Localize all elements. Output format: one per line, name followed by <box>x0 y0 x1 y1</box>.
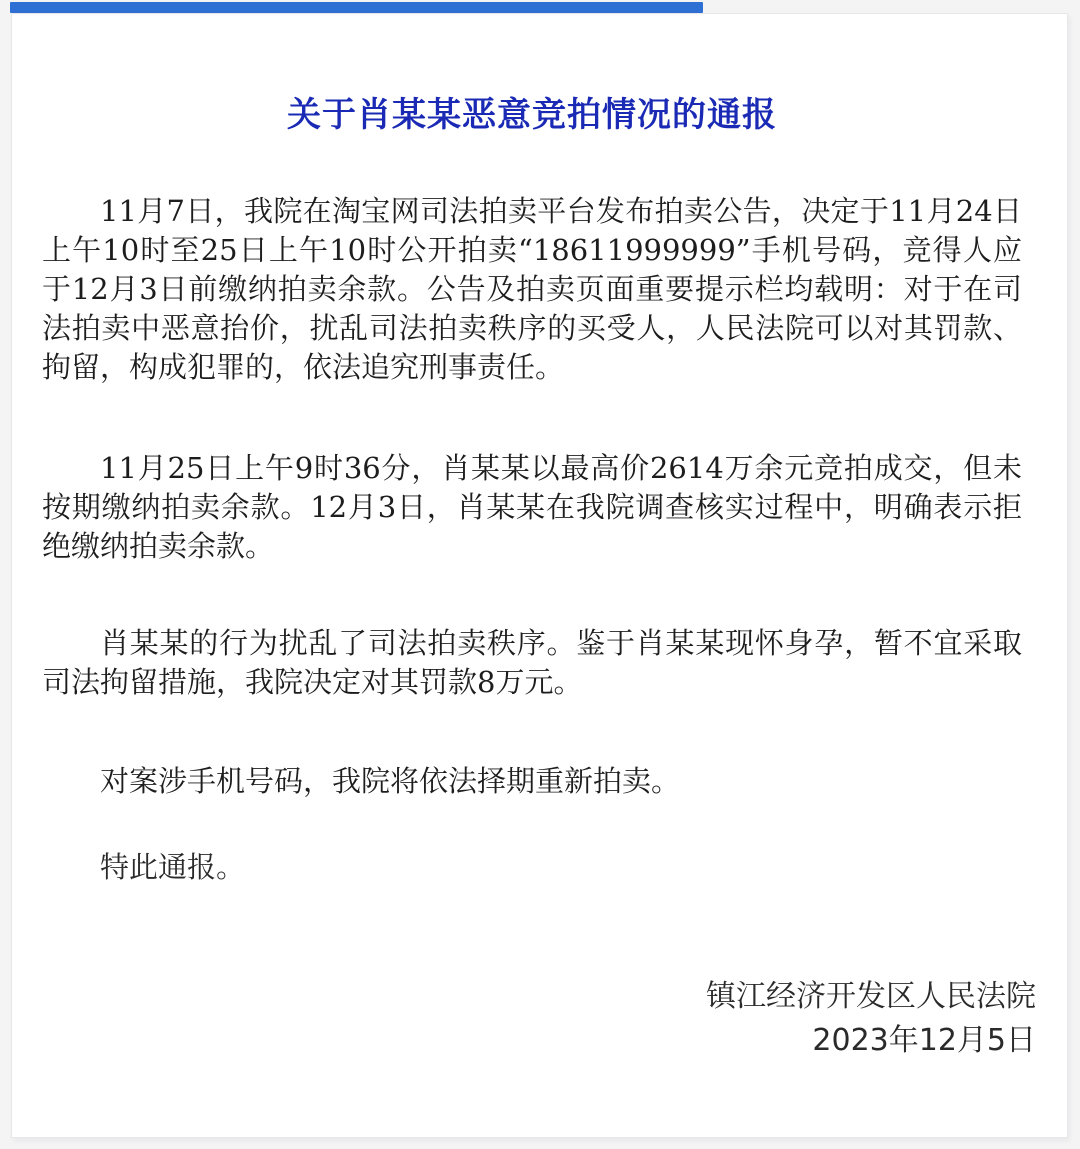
notice-paragraph-3: 肖某某的行为扰乱了司法拍卖秩序。鉴于肖某某现怀身孕，暂不宜采取司法拘留措施，我院决定对其罚款8万元。 <box>42 626 1022 699</box>
notice-paragraph-4: 对案涉手机号码，我院将依法择期重新拍卖。 <box>100 764 681 798</box>
signature-court: 镇江经济开发区人民法院 <box>706 979 1036 1014</box>
top-accent-bar <box>10 2 703 13</box>
notice-paragraph-1: 11月7日，我院在淘宝网司法拍卖平台发布拍卖公告，决定于11月24日上午10时至25日上午10时公开拍卖“18611999999”手机号码，竞得人应于12月3日前缴纳拍卖余款。公告及拍卖页面重要提示栏均载明：对于在司法拍卖中恶意抬价，扰乱司法拍卖秩序的买受人，人民法院可以对其罚款、拘留，构成犯罪的，依法追究刑事责任。 <box>42 194 1022 384</box>
signature-date: 2023年12月5日 <box>812 1023 1036 1058</box>
document-card <box>11 13 1068 1138</box>
notice-paragraph-2: 11月25日上午9时36分，肖某某以最高价2614万余元竞拍成交，但未按期缴纳拍卖余款。12月3日，肖某某在我院调查核实过程中，明确表示拒绝缴纳拍卖余款。 <box>42 451 1022 563</box>
closing-line: 特此通报。 <box>100 850 246 884</box>
notice-title: 关于肖某某恶意竞拍情况的通报 <box>287 95 777 135</box>
signature-block <box>42 975 1036 1063</box>
